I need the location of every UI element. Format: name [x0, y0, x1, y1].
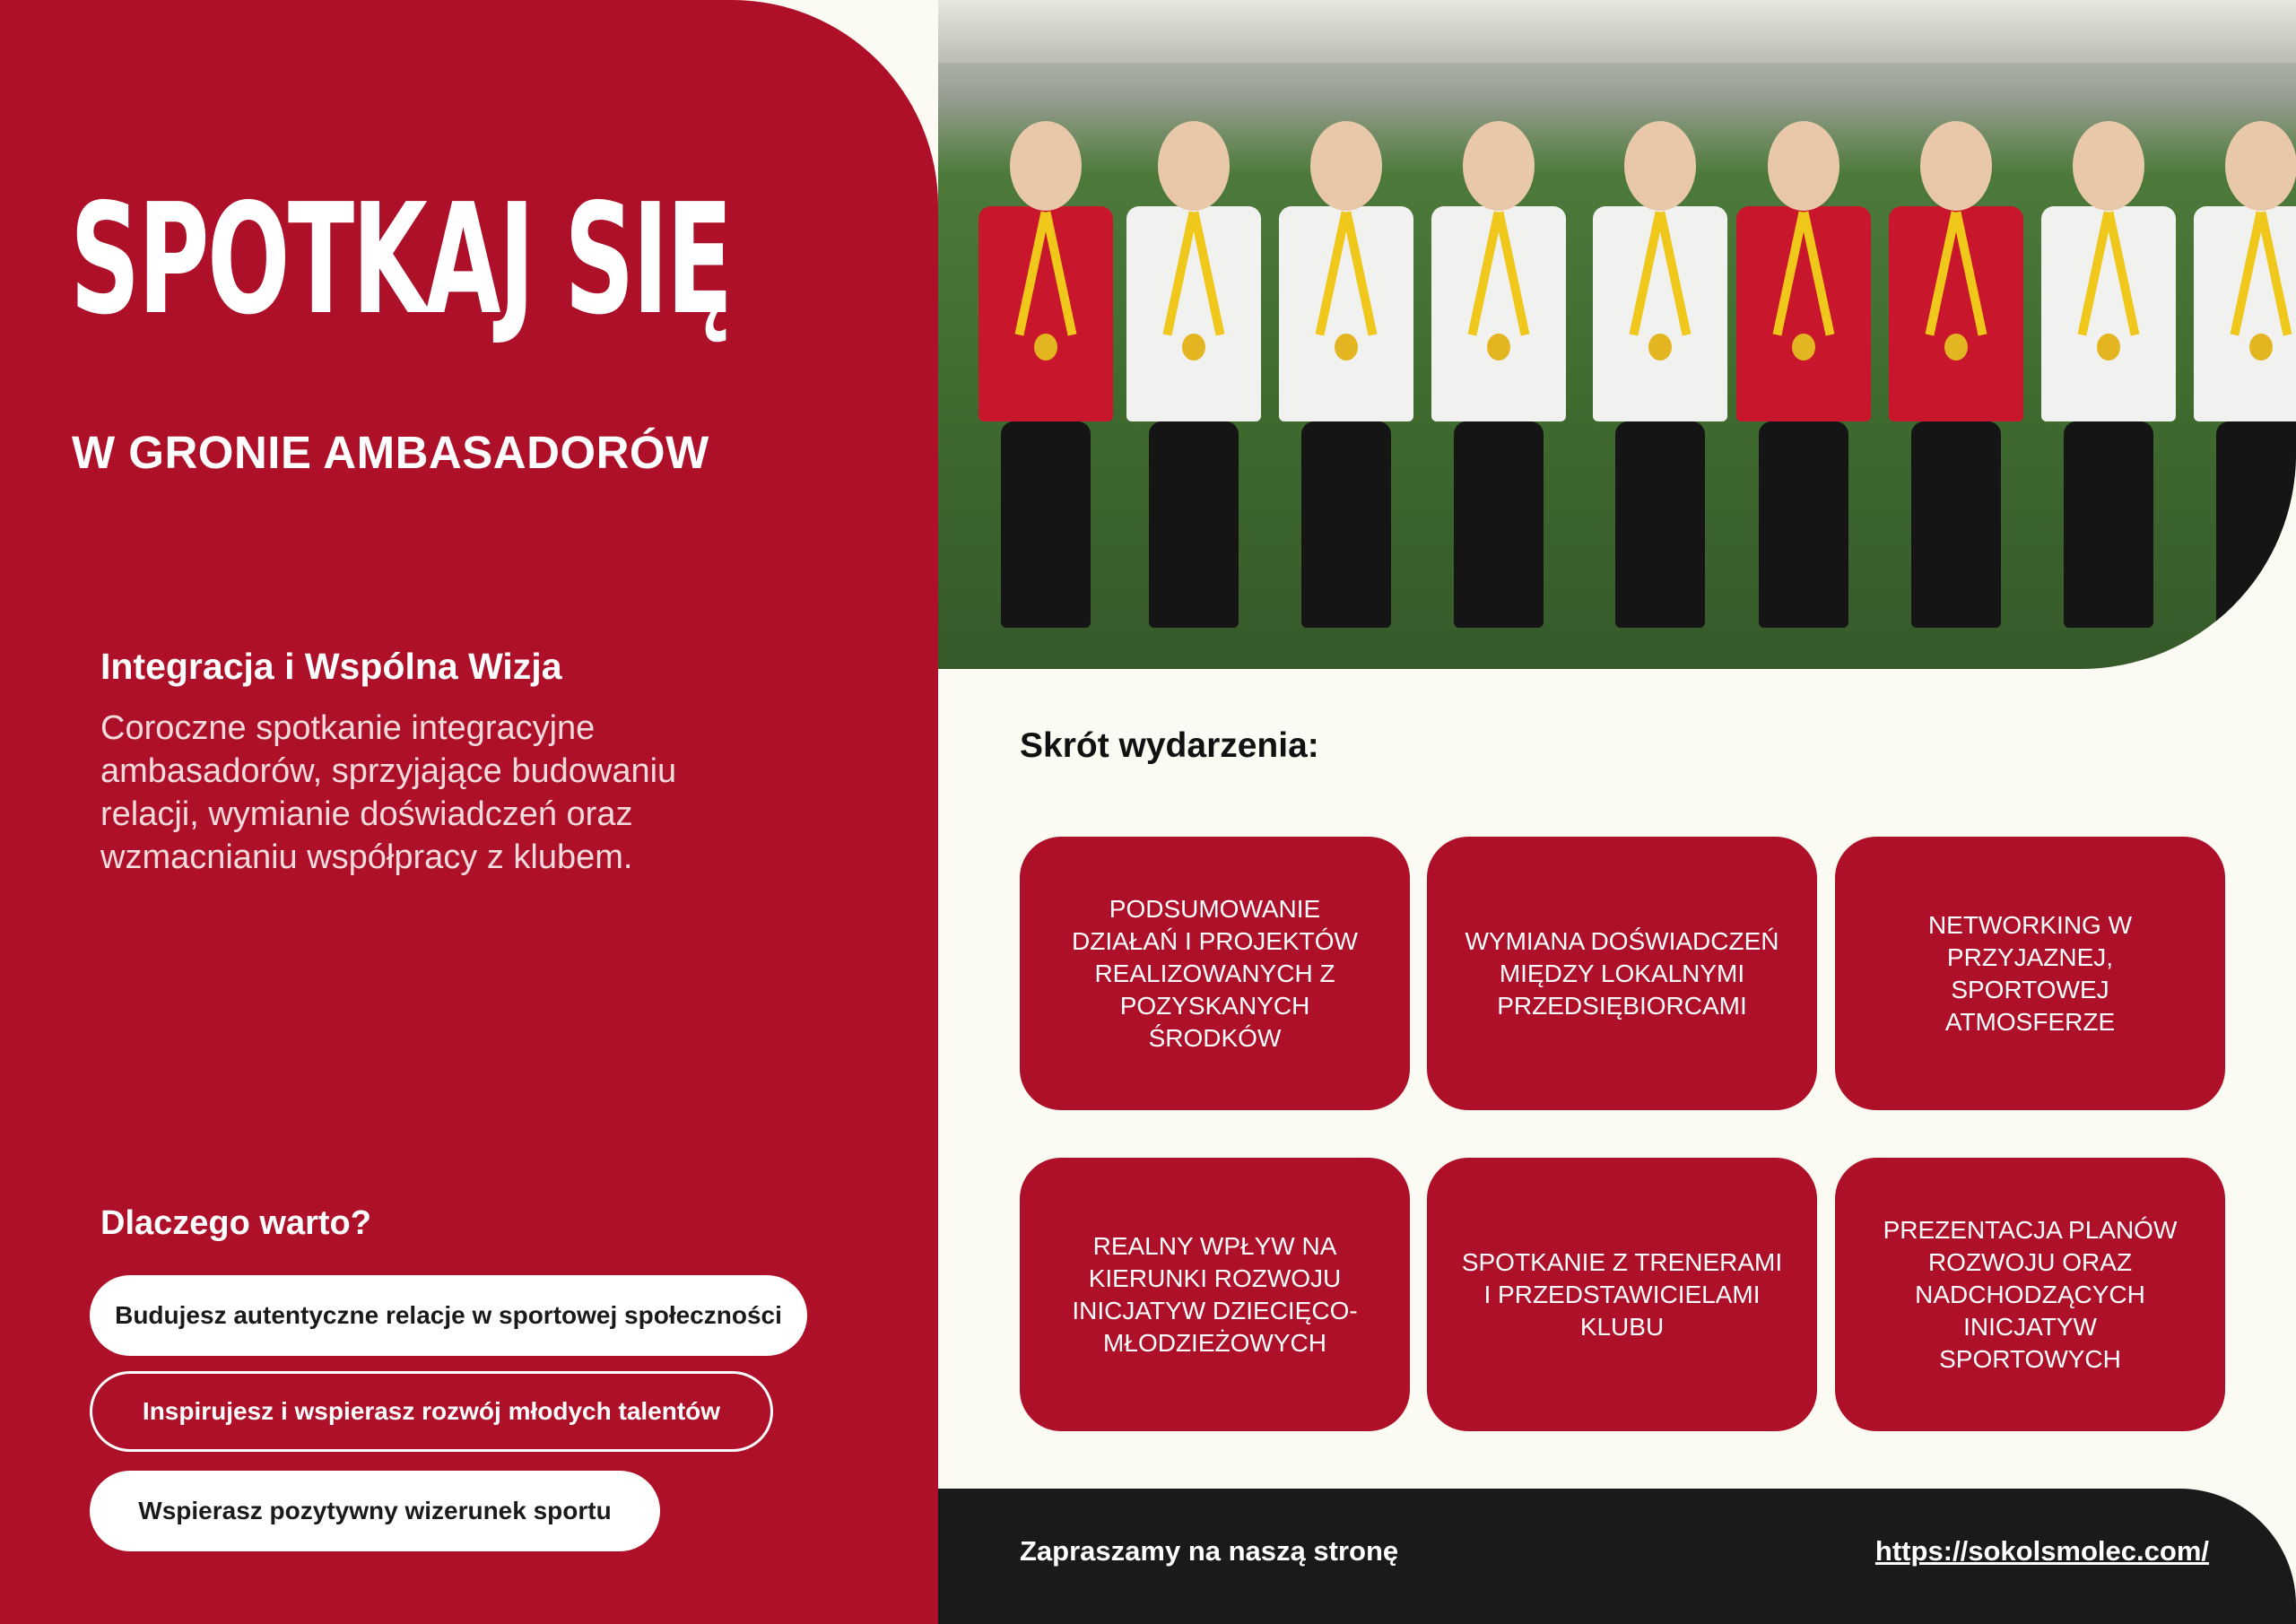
photo-player-legs-9	[2216, 421, 2296, 628]
photo-player-legs-3	[1301, 421, 1391, 628]
photo-player-legs-2	[1149, 421, 1239, 628]
summary-card-4-text: REALNY WPŁYW NA KIERUNKI ROZWOJU INICJATYW DZIECIĘCO-MŁODZIEŻOWYCH	[1072, 1231, 1358, 1357]
photo-medal-9	[2249, 334, 2273, 360]
summary-card-5-text: SPOTKANIE Z TRENERAMI I PRZEDSTAWICIELAMI KLUBU	[1461, 1247, 1783, 1341]
summary-heading: Skrót wydarzenia:	[1020, 726, 1319, 765]
photo-player-head-5	[1624, 121, 1696, 211]
summary-card-1	[1020, 837, 1410, 1110]
photo-player-8	[2041, 206, 2176, 421]
photo-player-5	[1593, 206, 1727, 421]
photo-medal-1	[1034, 334, 1057, 360]
website-link[interactable]: https://sokolsmolec.com/	[1874, 1535, 2209, 1567]
photo-medal-3	[1335, 334, 1358, 360]
footer-invite-text: Zapraszamy na naszą stronę	[1020, 1535, 1399, 1567]
photo-player-legs-5	[1615, 421, 1705, 628]
photo-player-head-9	[2225, 121, 2296, 211]
integration-heading: Integracja i Wspólna Wizja	[100, 646, 562, 687]
team-photo	[938, 0, 2296, 669]
photo-player-head-7	[1920, 121, 1992, 211]
photo-player-4	[1431, 206, 1566, 421]
summary-card-5	[1427, 1158, 1817, 1431]
summary-card-2	[1427, 837, 1817, 1110]
photo-player-head-4	[1463, 121, 1535, 211]
benefit-pill-2: Inspirujesz i wspierasz rozwój młodych talentów	[90, 1371, 773, 1452]
photo-player-1	[978, 206, 1113, 421]
photo-player-legs-8	[2064, 421, 2153, 628]
photo-medal-8	[2097, 334, 2120, 360]
footer-bar	[938, 1489, 2296, 1624]
benefit-pill-1: Budujesz autentyczne relacje w sportowej społeczności	[90, 1275, 807, 1356]
page-title: SPOTKAJ SIĘ	[70, 171, 731, 349]
photo-player-legs-1	[1001, 421, 1091, 628]
photo-medal-4	[1487, 334, 1510, 360]
photo-player-2	[1126, 206, 1261, 421]
summary-card-3	[1835, 837, 2225, 1110]
photo-player-6	[1736, 206, 1871, 421]
photo-player-legs-7	[1911, 421, 2001, 628]
photo-player-head-1	[1010, 121, 1082, 211]
integration-body: Coroczne spotkanie integracyjne ambasadorów, sprzyjające budowaniu relacji, wymianie doświadczeń oraz wzmacnianiu współpracy z klubem.	[100, 709, 677, 876]
why-heading: Dlaczego warto?	[100, 1204, 371, 1242]
summary-card-2-text: WYMIANA DOŚWIADCZEŃ MIĘDZY LOKALNYMI PRZEDSIĘBIORCAMI	[1465, 926, 1779, 1020]
page-subtitle: W GRONIE AMBASADORÓW	[72, 427, 709, 478]
photo-player-legs-6	[1759, 421, 1848, 628]
photo-player-3	[1279, 206, 1413, 421]
photo-medal-6	[1792, 334, 1815, 360]
summary-card-3-text: NETWORKING W PRZYJAZNEJ, SPORTOWEJ ATMOSFERZE	[1927, 910, 2133, 1036]
photo-player-head-2	[1158, 121, 1230, 211]
photo-medal-7	[1944, 334, 1968, 360]
photo-player-head-3	[1310, 121, 1382, 211]
photo-medal-2	[1182, 334, 1205, 360]
summary-card-6-text: PREZENTACJA PLANÓW ROZWOJU ORAZ NADCHODZĄCYCH INICJATYW SPORTOWYCH	[1883, 1215, 2178, 1373]
photo-dome-background	[938, 0, 2296, 63]
photo-player-head-6	[1768, 121, 1839, 211]
summary-card-4	[1020, 1158, 1410, 1431]
photo-player-head-8	[2073, 121, 2144, 211]
photo-medal-5	[1648, 334, 1672, 360]
photo-player-legs-4	[1454, 421, 1544, 628]
photo-player-7	[1889, 206, 2023, 421]
summary-card-1-text: PODSUMOWANIE DZIAŁAŃ I PROJEKTÓW REALIZOWANYCH Z POZYSKANYCH ŚRODKÓW	[1072, 894, 1358, 1052]
benefit-pill-3: Wspierasz pozytywny wizerunek sportu	[90, 1471, 660, 1551]
summary-card-6	[1835, 1158, 2225, 1431]
